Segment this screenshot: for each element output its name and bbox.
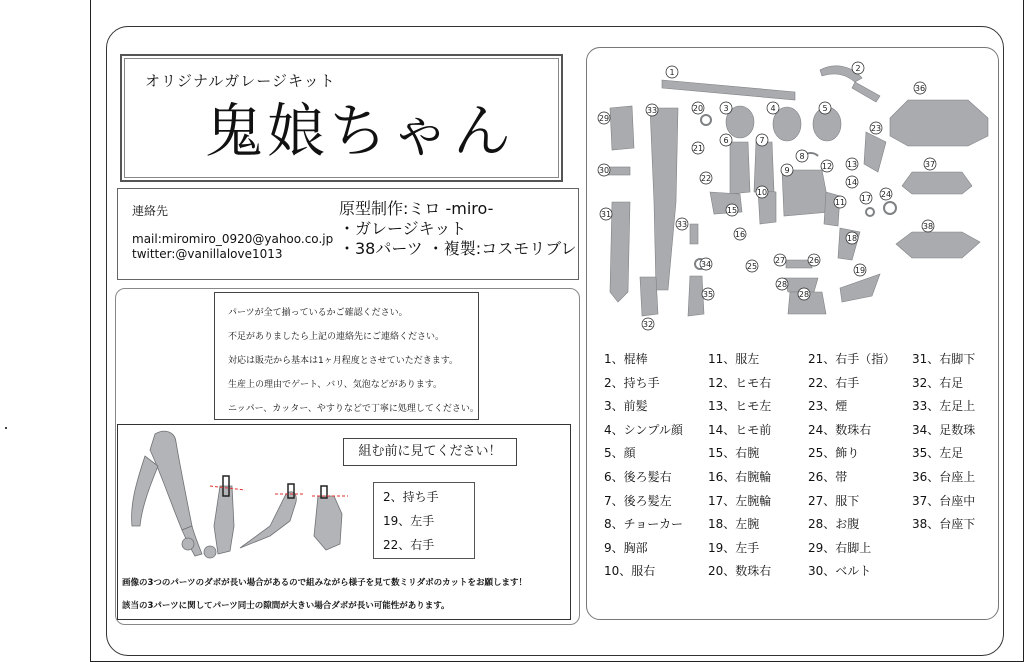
part-number-label: 32 (642, 319, 654, 329)
part-number-label: 3 (723, 103, 729, 113)
part-number-label: 34 (700, 259, 712, 269)
part-number-label: 12 (821, 161, 833, 171)
parts-list-item: 29、右脚上 (808, 540, 872, 555)
part-number-label: 7 (759, 135, 765, 145)
part-number-label: 33 (646, 105, 658, 115)
look-before-label: 組む前に見てください！ (343, 438, 517, 466)
part-number-label: 33 (676, 219, 688, 229)
part-number-label: 28 (798, 289, 810, 299)
notice-line: 生産上の理由でゲート、バリ、気泡などがあります。 (228, 380, 443, 390)
part-number-label: 37 (924, 159, 936, 169)
contact-twitter: twitter:@vanillalove1013 (132, 247, 283, 261)
parts-list-item: 14、ヒモ前 (708, 422, 772, 437)
stray-mark (5, 427, 7, 429)
parts-list-item: 23、煙 (808, 399, 848, 414)
part-number-label: 18 (846, 233, 858, 243)
part-number-label: 11 (834, 197, 846, 207)
parts-list-item: 35、左足 (912, 446, 964, 461)
affected-part: 19、左手 (383, 514, 435, 528)
part-club (662, 80, 795, 100)
parts-list-item: 24、数珠右 (808, 422, 872, 437)
parts-list-item: 10、服右 (604, 564, 656, 579)
parts-list-item: 11、服左 (708, 352, 760, 366)
part-belt (608, 167, 630, 175)
part-number-label: 30 (598, 165, 610, 175)
part-number-label: 23 (870, 123, 882, 133)
affected-part: 2、持ち手 (383, 490, 439, 504)
part-number-label: 21 (692, 143, 704, 153)
part-base-bottom (896, 232, 980, 258)
part-number-label: 10 (756, 187, 768, 197)
parts-list-item: 33、左足上 (912, 399, 976, 414)
parts-list-item: 31、右脚下 (912, 352, 976, 366)
affected-part: 22、右手 (383, 538, 435, 552)
part-number-label: 8 (799, 151, 805, 161)
parts-list-item: 8、チョーカー (604, 517, 684, 532)
credit-parts: ・38パーツ ・複製:コスモリブレ (339, 239, 577, 258)
part-left-leg-upper (650, 108, 678, 290)
parts-list-item: 7、後ろ髪左 (604, 493, 672, 508)
notice-line: 対応は販売から基本は1ヶ月程度とさせていただきます。 (228, 356, 459, 366)
parts-list-item: 21、右手（指） (808, 352, 896, 366)
parts-list-item: 30、ベルト (808, 564, 872, 579)
part-right-leg-lower (610, 202, 630, 302)
part-bead-right-2 (884, 202, 896, 214)
parts-list-item: 5、顔 (604, 446, 636, 461)
part-base-top (890, 100, 988, 146)
part-number-label: 25 (746, 261, 758, 271)
arm-part (150, 431, 192, 530)
part-number-label: 26 (808, 255, 820, 265)
part-number-label: 2 (855, 63, 861, 73)
part-grip (852, 82, 880, 102)
part-number-label: 27 (774, 255, 786, 265)
part-number-label: 9 (784, 165, 790, 175)
parts-list-item: 4、シンプル顔 (604, 422, 683, 437)
parts-list-item: 37、台座中 (912, 493, 976, 508)
part-bead-right (701, 115, 711, 125)
bead-part (182, 538, 194, 550)
parts-list-item: 2、持ち手 (604, 375, 660, 390)
part-number-label: 19 (854, 265, 866, 275)
parts-list-item: 26、帯 (808, 470, 848, 484)
part-right-foot (640, 277, 658, 316)
contact-mail: mail:miromiro_0920@yahoo.co.jp (132, 232, 334, 246)
parts-list-item: 17、左腕輪 (708, 493, 772, 508)
parts-list-item: 34、足数珠 (912, 422, 976, 437)
part-number-label: 28 (776, 279, 788, 289)
parts-list-item: 9、胸部 (604, 540, 648, 555)
part-number-label: 14 (846, 177, 858, 187)
part-left-foot (688, 276, 704, 316)
arm-part (132, 456, 158, 526)
part-number-label: 6 (723, 135, 729, 145)
left-hand-part (240, 492, 296, 548)
part-number-label: 20 (692, 103, 704, 113)
part-right-leg-upper (610, 106, 634, 150)
part-number-label: 22 (700, 173, 712, 183)
notice-line: 不足がありましたら上記の連絡先にご連絡ください。 (228, 332, 445, 342)
part-chest (782, 170, 830, 216)
parts-list-item: 19、左手 (708, 540, 760, 555)
parts-list-item: 12、ヒモ右 (708, 375, 772, 390)
part-number-label: 15 (726, 205, 738, 215)
part-number-label: 4 (770, 103, 776, 113)
part-number-label: 24 (880, 189, 892, 199)
part-number-label: 35 (702, 289, 714, 299)
part-number-label: 5 (822, 103, 828, 113)
caution-line: 該当の3パーツに関してパーツ同士の隙間が大きい場合ダボが長い可能性があります。 (122, 601, 450, 611)
part-number-label: 36 (914, 83, 926, 93)
parts-list-item: 1、棍棒 (604, 352, 648, 366)
part-number-label: 17 (860, 193, 872, 203)
part-number-label: 1 (669, 67, 675, 77)
part-back-hair-right (730, 142, 750, 194)
part-left-hand (840, 274, 880, 302)
parts-list-item: 22、右手 (808, 375, 860, 390)
parts-list-item: 20、数珠右 (708, 564, 772, 579)
part-number-label: 38 (922, 221, 934, 231)
parts-illustration (590, 52, 995, 342)
notice-line: パーツが全て揃っているかご確認ください。 (228, 308, 408, 318)
parts-list-item: 28、お腹 (808, 517, 860, 532)
parts-list-item: 13、ヒモ左 (708, 399, 772, 414)
parts-list-item: 25、飾り (808, 446, 860, 461)
part-number-label: 16 (734, 229, 746, 239)
part-number-label: 13 (846, 159, 858, 169)
part-base-mid (902, 172, 972, 194)
parts-list (604, 350, 994, 586)
bead-part (204, 546, 216, 558)
assembly-illustration (120, 426, 370, 572)
part-number-label: 29 (598, 113, 610, 123)
right-hand-part (314, 496, 342, 550)
parts-list-item: 36、台座上 (912, 470, 976, 484)
notice-line: ニッパー、カッター、やすりなどで丁寧に処理してください。 (228, 404, 479, 414)
part-left-foot-upper (690, 224, 698, 244)
parts-list-item: 15、右腕 (708, 446, 760, 461)
parts-list-item: 38、台座下 (912, 517, 976, 532)
page-title: 鬼娘ちゃん (205, 97, 516, 165)
parts-list-item: 27、服下 (808, 493, 860, 508)
part-smoke (864, 132, 886, 172)
credit-sculptor: 原型制作:ミロ -miro- (339, 199, 494, 218)
parts-list-item: 32、右足 (912, 375, 964, 390)
parts-list-item: 6、後ろ髪右 (604, 470, 672, 484)
contact-label: 連絡先 (132, 204, 169, 218)
part-back-hair-left (754, 142, 774, 192)
caution-line: 画像の3つのパーツのダボが長い場合があるので組みながら様子を見て数ミリダボのカットをお願します！ (122, 578, 527, 588)
part-armlet-left (866, 208, 874, 216)
subtitle: オリジナルガレージキット (145, 72, 336, 90)
credit-kit: ・ガレージキット (339, 219, 467, 238)
parts-list-item: 18、左腕 (708, 517, 760, 532)
part-number-label: 31 (600, 209, 612, 219)
parts-list-item: 3、前髪 (604, 399, 648, 414)
parts-list-item: 16、右腕輪 (708, 470, 772, 484)
